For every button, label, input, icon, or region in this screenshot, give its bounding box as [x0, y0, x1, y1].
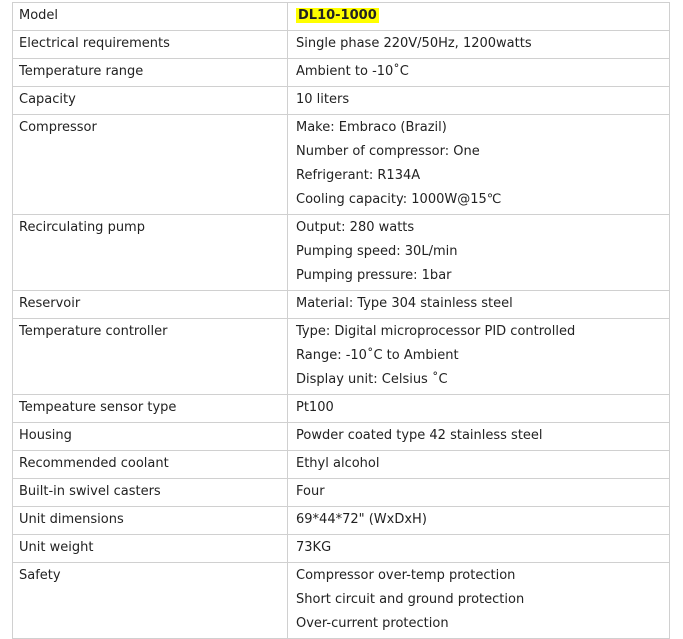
spec-label: Built-in swivel casters	[13, 479, 288, 507]
spec-value-cell	[288, 507, 670, 535]
spec-value-cell	[288, 451, 670, 479]
spec-value-line: Pt100	[296, 400, 334, 415]
spec-value-line: Cooling capacity: 1000W@15℃	[296, 192, 502, 207]
spec-label: Reservoir	[13, 291, 288, 319]
spec-value-line: Short circuit and ground protection	[296, 592, 525, 607]
spec-table-body	[13, 3, 670, 639]
spec-value-cell	[288, 115, 670, 215]
spec-value-line: Output: 280 watts	[296, 220, 415, 235]
spec-value-line: Display unit: Celsius ˚C	[296, 372, 448, 387]
spec-value-line: 73KG	[296, 540, 332, 555]
spec-value-cell	[288, 423, 670, 451]
spec-value-cell	[288, 563, 670, 639]
spec-value-line: Type: Digital microprocessor PID controlled	[296, 324, 576, 339]
spec-value-line	[296, 4, 663, 28]
spec-value-line: Pumping speed: 30L/min	[296, 244, 458, 259]
spec-value-cell	[288, 395, 670, 423]
table-row	[13, 87, 670, 115]
table-row	[13, 3, 670, 31]
spec-value-cell	[288, 59, 670, 87]
spec-label: Unit weight	[13, 535, 288, 563]
spec-label: Electrical requirements	[13, 31, 288, 59]
spec-value-cell	[288, 31, 670, 59]
spec-value-line: Single phase 220V/50Hz, 1200watts	[296, 36, 532, 51]
spec-label: Unit dimensions	[13, 507, 288, 535]
table-row	[13, 59, 670, 87]
spec-label: Tempeature sensor type	[13, 395, 288, 423]
spec-value-line: Powder coated type 42 stainless steel	[296, 428, 543, 443]
spec-label: Temperature controller	[13, 319, 288, 395]
table-row	[13, 319, 670, 395]
spec-value-line: 69*44*72" (WxDxH)	[296, 512, 427, 527]
table-row	[13, 563, 670, 639]
spec-value-line: 10 liters	[296, 92, 350, 107]
spec-value-line: Over-current protection	[296, 616, 449, 631]
spec-table	[12, 2, 670, 639]
spec-value-line: Material: Type 304 stainless steel	[296, 296, 513, 311]
spec-label: Safety	[13, 563, 288, 639]
spec-value-line: Pumping pressure: 1bar	[296, 268, 452, 283]
table-row	[13, 423, 670, 451]
table-row	[13, 215, 670, 291]
spec-label: Recommended coolant	[13, 451, 288, 479]
table-row	[13, 115, 670, 215]
spec-value-line: Compressor over-temp protection	[296, 568, 516, 583]
spec-value-cell	[288, 535, 670, 563]
table-row	[13, 535, 670, 563]
table-row	[13, 31, 670, 59]
spec-value-line: Four	[296, 484, 325, 499]
spec-value-cell	[288, 215, 670, 291]
spec-value-line: Ambient to -10˚C	[296, 64, 409, 79]
spec-value-line: Make: Embraco (Brazil)	[296, 120, 447, 135]
spec-value-cell	[288, 319, 670, 395]
spec-value-cell	[288, 87, 670, 115]
spec-value-cell	[288, 3, 670, 31]
spec-label: Capacity	[13, 87, 288, 115]
spec-label: Temperature range	[13, 59, 288, 87]
spec-value-line: Ethyl alcohol	[296, 456, 380, 471]
model-highlight: DL10-1000	[298, 8, 377, 23]
table-row	[13, 291, 670, 319]
table-row	[13, 395, 670, 423]
spec-value-line: Refrigerant: R134A	[296, 168, 421, 183]
spec-value-line: Range: -10˚C to Ambient	[296, 348, 459, 363]
spec-value-cell	[288, 479, 670, 507]
spec-value-cell	[288, 291, 670, 319]
spec-value-line: Number of compressor: One	[296, 144, 480, 159]
spec-label: Compressor	[13, 115, 288, 215]
table-row	[13, 479, 670, 507]
table-row	[13, 507, 670, 535]
spec-label: Housing	[13, 423, 288, 451]
spec-label: Recirculating pump	[13, 215, 288, 291]
table-row	[13, 451, 670, 479]
spec-label: Model	[13, 3, 288, 31]
